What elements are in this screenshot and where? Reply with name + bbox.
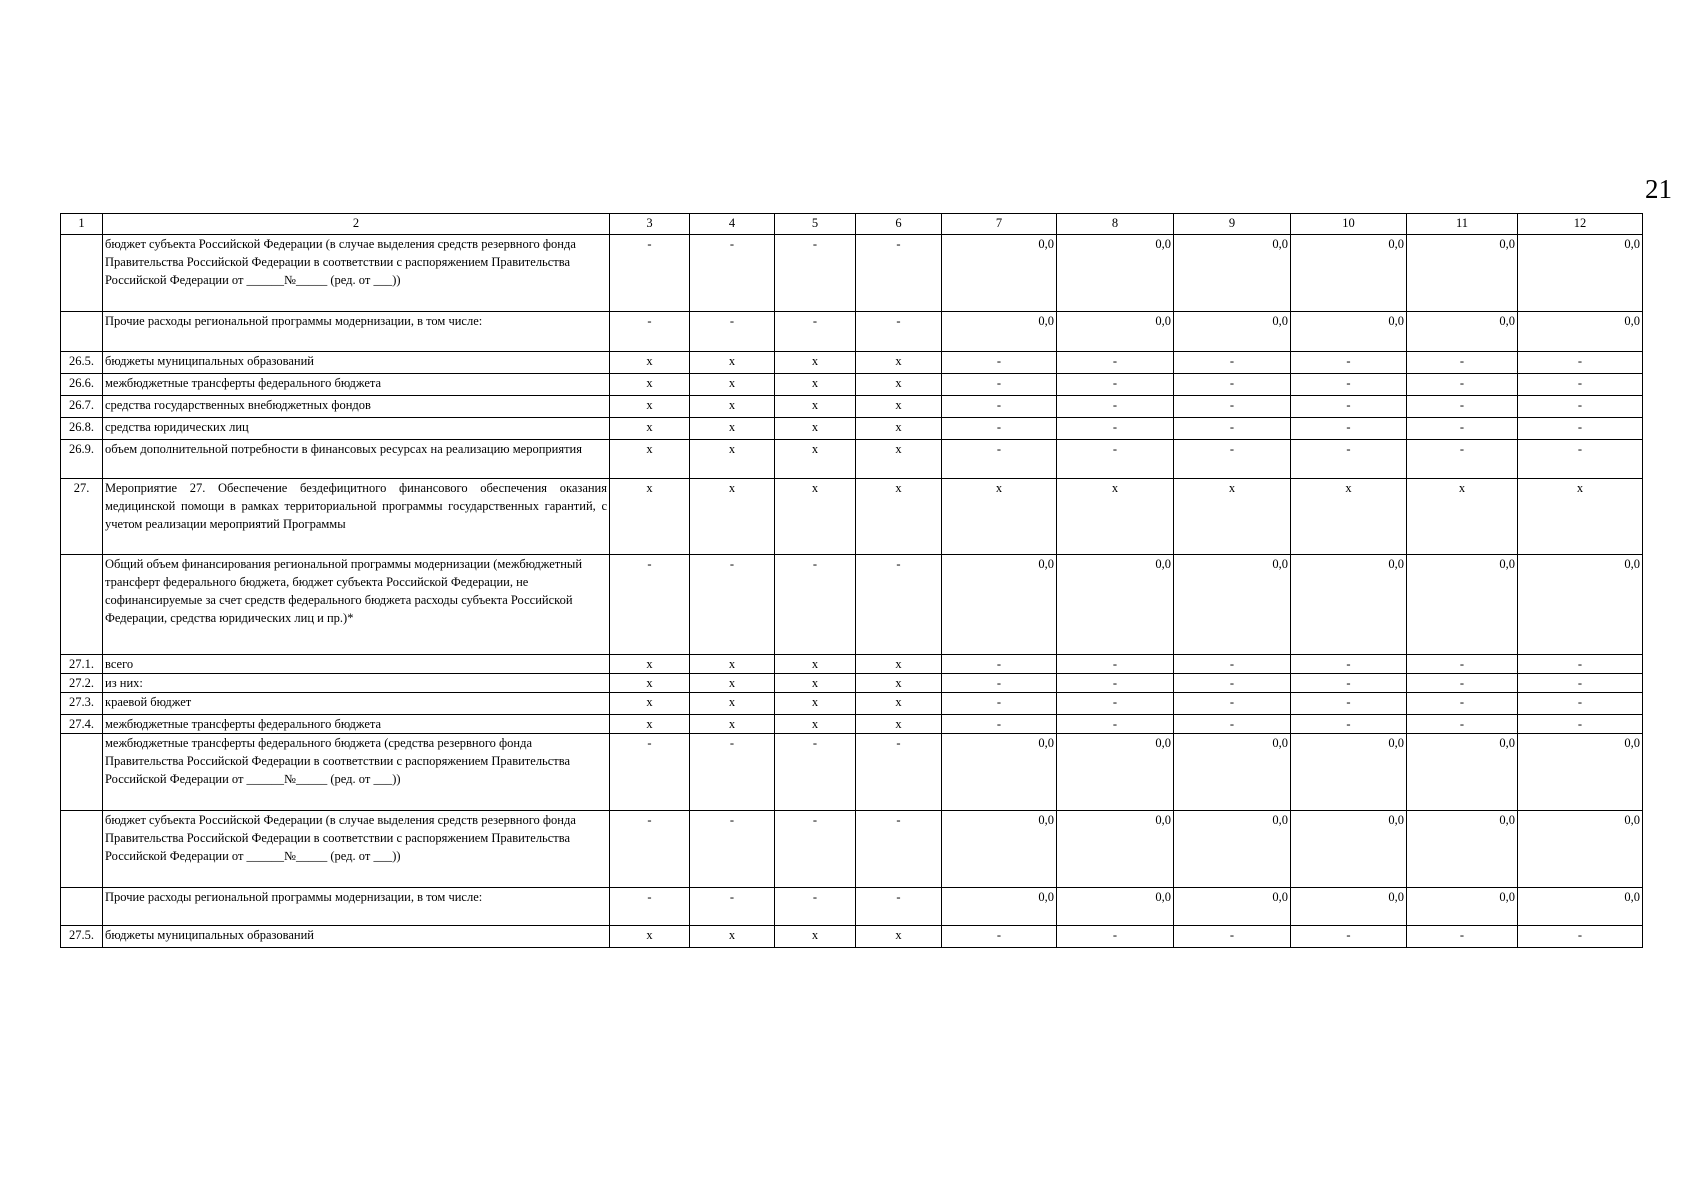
row-number-cell: 27.	[61, 479, 103, 555]
description-cell: из них:	[103, 674, 610, 693]
value-cell-8: -	[1057, 655, 1174, 674]
column-4-cell: х	[690, 715, 775, 734]
value-cell-11: 0,0	[1407, 811, 1518, 888]
column-5-cell: -	[775, 312, 856, 352]
column-3-cell: х	[610, 418, 690, 440]
value-cell-12: 0,0	[1518, 312, 1643, 352]
value-cell-11: -	[1407, 374, 1518, 396]
value-cell-11: -	[1407, 693, 1518, 715]
value-cell-7: 0,0	[942, 811, 1057, 888]
value-cell-8: 0,0	[1057, 811, 1174, 888]
column-number-header: 3	[610, 214, 690, 235]
column-5-cell: -	[775, 235, 856, 312]
value-cell-7: 0,0	[942, 888, 1057, 926]
column-number-header: 8	[1057, 214, 1174, 235]
column-4-cell: х	[690, 396, 775, 418]
value-cell-7: -	[942, 352, 1057, 374]
column-3-cell: х	[610, 440, 690, 479]
column-4-cell: -	[690, 555, 775, 655]
column-4-cell: -	[690, 811, 775, 888]
value-cell-7: -	[942, 374, 1057, 396]
column-4-cell: -	[690, 312, 775, 352]
value-cell-11: -	[1407, 655, 1518, 674]
value-cell-10: 0,0	[1291, 888, 1407, 926]
column-6-cell: х	[856, 715, 942, 734]
description-cell: объем дополнительной потребности в финансовых ресурсах на реализацию мероприятия	[103, 440, 610, 479]
table-row	[61, 655, 1643, 674]
value-cell-7: -	[942, 693, 1057, 715]
column-number-header: 9	[1174, 214, 1291, 235]
description-cell: бюджет субъекта Российской Федерации (в случае выделения средств резервного фонда Правительства Российской Федерации в соответствии с распоряжением Правительства Российской Федерации от ______№_____ (ред. от ___))	[103, 811, 610, 888]
description-cell: краевой бюджет	[103, 693, 610, 715]
value-cell-9: 0,0	[1174, 312, 1291, 352]
column-6-cell: х	[856, 926, 942, 948]
value-cell-7: -	[942, 674, 1057, 693]
value-cell-10: 0,0	[1291, 312, 1407, 352]
value-cell-7: -	[942, 655, 1057, 674]
column-4-cell: -	[690, 734, 775, 811]
column-number-header: 5	[775, 214, 856, 235]
table-row	[61, 926, 1643, 948]
value-cell-11: 0,0	[1407, 734, 1518, 811]
value-cell-9: 0,0	[1174, 555, 1291, 655]
column-5-cell: -	[775, 811, 856, 888]
value-cell-10: -	[1291, 396, 1407, 418]
row-number-cell: 26.7.	[61, 396, 103, 418]
column-3-cell: х	[610, 396, 690, 418]
value-cell-12: -	[1518, 715, 1643, 734]
column-5-cell: -	[775, 555, 856, 655]
value-cell-10: -	[1291, 655, 1407, 674]
description-cell: межбюджетные трансферты федерального бюджета	[103, 374, 610, 396]
column-number-header: 12	[1518, 214, 1643, 235]
column-5-cell: -	[775, 888, 856, 926]
row-number-cell	[61, 235, 103, 312]
table-row	[61, 396, 1643, 418]
value-cell-12: -	[1518, 926, 1643, 948]
value-cell-11: 0,0	[1407, 312, 1518, 352]
value-cell-11: -	[1407, 396, 1518, 418]
column-6-cell: х	[856, 396, 942, 418]
value-cell-11: -	[1407, 440, 1518, 479]
column-3-cell: х	[610, 715, 690, 734]
column-6-cell: -	[856, 312, 942, 352]
value-cell-9: х	[1174, 479, 1291, 555]
value-cell-8: 0,0	[1057, 312, 1174, 352]
table-row	[61, 352, 1643, 374]
value-cell-9: -	[1174, 674, 1291, 693]
table-row	[61, 674, 1643, 693]
value-cell-9: -	[1174, 693, 1291, 715]
column-3-cell: -	[610, 312, 690, 352]
column-5-cell: х	[775, 374, 856, 396]
row-number-cell	[61, 555, 103, 655]
column-6-cell: х	[856, 418, 942, 440]
description-cell: Прочие расходы региональной программы модернизации, в том числе:	[103, 888, 610, 926]
row-number-cell: 27.1.	[61, 655, 103, 674]
row-number-cell	[61, 312, 103, 352]
column-4-cell: х	[690, 479, 775, 555]
value-cell-8: 0,0	[1057, 555, 1174, 655]
column-4-cell: х	[690, 374, 775, 396]
column-6-cell: х	[856, 693, 942, 715]
value-cell-7: -	[942, 715, 1057, 734]
column-3-cell: х	[610, 693, 690, 715]
column-6-cell: -	[856, 734, 942, 811]
column-5-cell: х	[775, 396, 856, 418]
column-5-cell: х	[775, 693, 856, 715]
column-5-cell: х	[775, 440, 856, 479]
value-cell-12: -	[1518, 674, 1643, 693]
value-cell-7: 0,0	[942, 235, 1057, 312]
table-row	[61, 811, 1643, 888]
column-5-cell: х	[775, 479, 856, 555]
row-number-cell: 27.2.	[61, 674, 103, 693]
description-cell: Общий объем финансирования региональной программы модернизации (межбюджетный трансферт федерального бюджета, бюджет субъекта Российской Федерации, не софинансируемые за счет средств федерального бюджета расходы субъекта Российской Федерации, средства юридических лиц и пр.)*	[103, 555, 610, 655]
value-cell-12: -	[1518, 693, 1643, 715]
column-6-cell: -	[856, 811, 942, 888]
value-cell-12: -	[1518, 396, 1643, 418]
value-cell-8: -	[1057, 396, 1174, 418]
value-cell-9: 0,0	[1174, 811, 1291, 888]
value-cell-10: -	[1291, 693, 1407, 715]
column-number-header: 11	[1407, 214, 1518, 235]
row-number-cell: 26.5.	[61, 352, 103, 374]
value-cell-9: -	[1174, 926, 1291, 948]
value-cell-12: -	[1518, 418, 1643, 440]
value-cell-11: -	[1407, 674, 1518, 693]
table-row	[61, 734, 1643, 811]
value-cell-12: 0,0	[1518, 811, 1643, 888]
description-cell: межбюджетные трансферты федерального бюджета (средства резервного фонда Правительства Российской Федерации в соответствии с распоряжением Правительства Российской Федерации от ______№_____ (ред. от ___))	[103, 734, 610, 811]
value-cell-8: -	[1057, 418, 1174, 440]
value-cell-12: 0,0	[1518, 888, 1643, 926]
value-cell-7: -	[942, 418, 1057, 440]
header-row	[61, 214, 1643, 235]
value-cell-12: -	[1518, 374, 1643, 396]
value-cell-9: -	[1174, 440, 1291, 479]
value-cell-10: 0,0	[1291, 555, 1407, 655]
value-cell-11: -	[1407, 926, 1518, 948]
value-cell-9: -	[1174, 655, 1291, 674]
table-row	[61, 555, 1643, 655]
value-cell-8: -	[1057, 715, 1174, 734]
page-number: 21	[1645, 174, 1672, 204]
row-number-cell	[61, 811, 103, 888]
column-6-cell: -	[856, 555, 942, 655]
value-cell-9: 0,0	[1174, 734, 1291, 811]
row-number-cell: 26.8.	[61, 418, 103, 440]
value-cell-10: -	[1291, 352, 1407, 374]
row-number-cell: 26.9.	[61, 440, 103, 479]
row-number-cell: 26.6.	[61, 374, 103, 396]
column-6-cell: х	[856, 374, 942, 396]
value-cell-8: -	[1057, 374, 1174, 396]
column-3-cell: х	[610, 352, 690, 374]
column-5-cell: х	[775, 418, 856, 440]
value-cell-9: 0,0	[1174, 235, 1291, 312]
value-cell-8: -	[1057, 926, 1174, 948]
column-number-header: 2	[103, 214, 610, 235]
value-cell-12: -	[1518, 655, 1643, 674]
column-4-cell: х	[690, 655, 775, 674]
value-cell-7: -	[942, 440, 1057, 479]
column-3-cell: х	[610, 926, 690, 948]
value-cell-11: -	[1407, 418, 1518, 440]
column-number-header: 7	[942, 214, 1057, 235]
value-cell-9: -	[1174, 374, 1291, 396]
column-6-cell: х	[856, 479, 942, 555]
value-cell-10: -	[1291, 418, 1407, 440]
column-3-cell: -	[610, 734, 690, 811]
table-row	[61, 312, 1643, 352]
column-3-cell: х	[610, 374, 690, 396]
description-cell: всего	[103, 655, 610, 674]
value-cell-12: -	[1518, 440, 1643, 479]
value-cell-11: -	[1407, 352, 1518, 374]
value-cell-12: 0,0	[1518, 235, 1643, 312]
value-cell-9: -	[1174, 715, 1291, 734]
value-cell-12: х	[1518, 479, 1643, 555]
row-number-cell: 27.4.	[61, 715, 103, 734]
column-6-cell: х	[856, 440, 942, 479]
column-4-cell: х	[690, 440, 775, 479]
column-5-cell: х	[775, 715, 856, 734]
value-cell-10: -	[1291, 440, 1407, 479]
column-5-cell: х	[775, 674, 856, 693]
column-4-cell: х	[690, 926, 775, 948]
description-cell: Мероприятие 27. Обеспечение бездефицитного финансового обеспечения оказания медицинской помощи в рамках территориальной программы государственных гарантий, с учетом реализации мероприятий Программы	[103, 479, 610, 555]
column-number-header: 4	[690, 214, 775, 235]
column-number-header: 1	[61, 214, 103, 235]
value-cell-8: х	[1057, 479, 1174, 555]
column-5-cell: -	[775, 734, 856, 811]
column-6-cell: -	[856, 888, 942, 926]
column-4-cell: х	[690, 674, 775, 693]
row-number-cell	[61, 734, 103, 811]
table-row	[61, 235, 1643, 312]
column-4-cell: -	[690, 888, 775, 926]
value-cell-11: -	[1407, 715, 1518, 734]
column-4-cell: -	[690, 235, 775, 312]
row-number-cell: 27.3.	[61, 693, 103, 715]
column-4-cell: х	[690, 352, 775, 374]
value-cell-9: -	[1174, 418, 1291, 440]
value-cell-8: -	[1057, 352, 1174, 374]
description-cell: средства юридических лиц	[103, 418, 610, 440]
table-row	[61, 715, 1643, 734]
table-row	[61, 418, 1643, 440]
value-cell-9: 0,0	[1174, 888, 1291, 926]
financing-table	[60, 213, 1643, 948]
table-row	[61, 693, 1643, 715]
row-number-cell	[61, 888, 103, 926]
column-5-cell: х	[775, 926, 856, 948]
value-cell-7: 0,0	[942, 555, 1057, 655]
table-row	[61, 440, 1643, 479]
column-3-cell: -	[610, 555, 690, 655]
column-number-header: 10	[1291, 214, 1407, 235]
column-6-cell: х	[856, 352, 942, 374]
value-cell-7: 0,0	[942, 312, 1057, 352]
table-row	[61, 888, 1643, 926]
value-cell-7: -	[942, 926, 1057, 948]
value-cell-10: -	[1291, 926, 1407, 948]
value-cell-10: -	[1291, 374, 1407, 396]
column-5-cell: х	[775, 352, 856, 374]
value-cell-11: х	[1407, 479, 1518, 555]
value-cell-12: -	[1518, 352, 1643, 374]
value-cell-8: -	[1057, 440, 1174, 479]
value-cell-10: 0,0	[1291, 811, 1407, 888]
column-number-header: 6	[856, 214, 942, 235]
description-cell: средства государственных внебюджетных фондов	[103, 396, 610, 418]
value-cell-8: -	[1057, 693, 1174, 715]
value-cell-8: -	[1057, 674, 1174, 693]
description-cell: Прочие расходы региональной программы модернизации, в том числе:	[103, 312, 610, 352]
table-row	[61, 479, 1643, 555]
value-cell-9: -	[1174, 396, 1291, 418]
value-cell-8: 0,0	[1057, 734, 1174, 811]
value-cell-10: -	[1291, 715, 1407, 734]
row-number-cell: 27.5.	[61, 926, 103, 948]
value-cell-7: 0,0	[942, 734, 1057, 811]
column-5-cell: х	[775, 655, 856, 674]
column-4-cell: х	[690, 693, 775, 715]
column-6-cell: х	[856, 655, 942, 674]
value-cell-9: -	[1174, 352, 1291, 374]
column-3-cell: -	[610, 235, 690, 312]
value-cell-10: -	[1291, 674, 1407, 693]
value-cell-8: 0,0	[1057, 235, 1174, 312]
column-3-cell: х	[610, 674, 690, 693]
value-cell-12: 0,0	[1518, 555, 1643, 655]
value-cell-7: -	[942, 396, 1057, 418]
column-6-cell: х	[856, 674, 942, 693]
value-cell-8: 0,0	[1057, 888, 1174, 926]
column-4-cell: х	[690, 418, 775, 440]
description-cell: бюджеты муниципальных образований	[103, 926, 610, 948]
value-cell-10: х	[1291, 479, 1407, 555]
value-cell-10: 0,0	[1291, 734, 1407, 811]
value-cell-12: 0,0	[1518, 734, 1643, 811]
description-cell: межбюджетные трансферты федерального бюджета	[103, 715, 610, 734]
description-cell: бюджет субъекта Российской Федерации (в случае выделения средств резервного фонда Правительства Российской Федерации в соответствии с распоряжением Правительства Российской Федерации от ______№_____ (ред. от ___))	[103, 235, 610, 312]
column-3-cell: х	[610, 479, 690, 555]
description-cell: бюджеты муниципальных образований	[103, 352, 610, 374]
column-6-cell: -	[856, 235, 942, 312]
column-3-cell: -	[610, 888, 690, 926]
value-cell-11: 0,0	[1407, 555, 1518, 655]
value-cell-11: 0,0	[1407, 888, 1518, 926]
value-cell-11: 0,0	[1407, 235, 1518, 312]
table-row	[61, 374, 1643, 396]
column-3-cell: х	[610, 655, 690, 674]
column-3-cell: -	[610, 811, 690, 888]
value-cell-7: х	[942, 479, 1057, 555]
value-cell-10: 0,0	[1291, 235, 1407, 312]
